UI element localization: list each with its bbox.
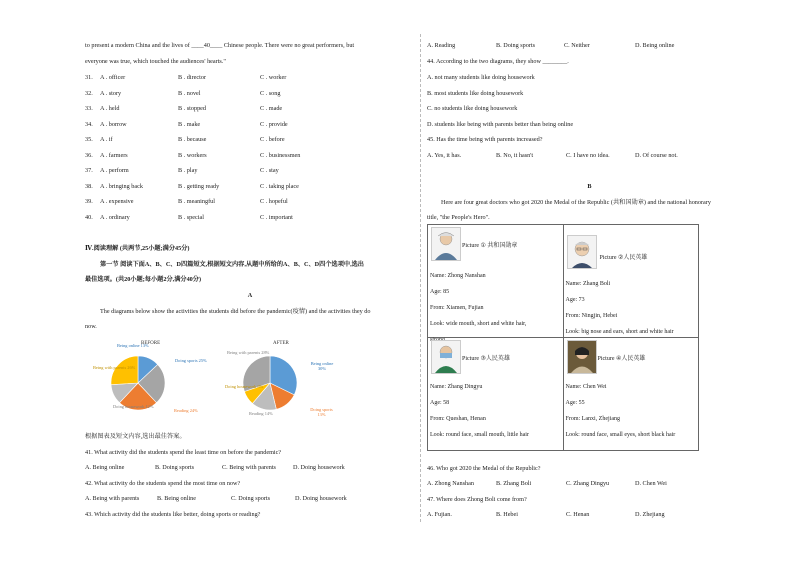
option[interactable]: C. Neither [564, 42, 590, 49]
option[interactable]: D. Doing housework [293, 464, 345, 471]
doctor-from: From: Ningjin, Hebei [565, 313, 618, 319]
pie-label: Reading 24% [174, 408, 198, 413]
passage-text: The diagrams below show the activities the students did before the pandemic(疫情) and the activities they do [100, 308, 371, 315]
doctor-from: From: Xiamen, Fujian [430, 305, 484, 311]
picture-caption: Picture ④人民英雄 [597, 356, 646, 362]
option[interactable]: B. Hebei [496, 511, 518, 518]
option[interactable]: B. No, it hasn't [496, 152, 534, 159]
part-instruction: 最佳选项。(共20小题;每小题2分,满分40分) [85, 276, 202, 283]
option[interactable]: C . worker [260, 74, 287, 81]
pie-label: Being online 30% [310, 361, 334, 371]
doctor-age: Age: 58 [430, 400, 450, 406]
instruction: 根据图表及短文内容,选出最佳答案。 [85, 433, 186, 440]
passage-heading: A [247, 292, 253, 299]
option[interactable]: C . provide [260, 120, 288, 128]
option[interactable]: B. most students like doing housework [427, 90, 524, 97]
picture-caption: Picture ① 共和国勋章 [462, 243, 518, 249]
passage-text: now. [85, 323, 97, 330]
doctor-name: Name: Chen Wei [565, 384, 607, 390]
option[interactable]: B . director [178, 74, 207, 81]
question-number: 38. [85, 182, 93, 190]
option[interactable]: A . held [100, 105, 120, 112]
option[interactable]: A. Yes, it has. [427, 152, 462, 159]
question: 41. What activity did the students spend the least time on before the pandemic? [85, 449, 282, 456]
option[interactable]: A . perform [100, 167, 129, 174]
option[interactable]: C. Henan [566, 511, 590, 518]
question-number: 36. [85, 151, 93, 159]
option[interactable]: A . officer [100, 74, 126, 81]
person-icon [568, 236, 596, 268]
picture-caption: Picture ③人民英雄 [462, 356, 510, 362]
option[interactable]: A . farmers [100, 151, 128, 159]
doctor-look: Look: round face, small mouth, little hair [430, 432, 529, 438]
option[interactable]: A . borrow [100, 120, 127, 128]
option[interactable]: B. Doing sports [155, 464, 195, 471]
option[interactable]: C. Zhang Dingyu [566, 480, 610, 487]
doctor-name: Name: Zhang Dingyu [430, 384, 483, 390]
passage-heading: B [587, 183, 592, 190]
picture-caption: Picture ②人民英雄 [599, 255, 648, 261]
option[interactable]: B . because [178, 136, 207, 143]
doctor-name: Name: Zhong Nanshan [430, 273, 486, 279]
option[interactable]: A. Being with parents [85, 495, 140, 502]
option[interactable]: B . getting ready [178, 182, 220, 190]
option[interactable]: D. Being online [635, 42, 675, 49]
doctor-card [428, 225, 564, 338]
option[interactable]: D. Of course not. [635, 152, 678, 159]
option[interactable]: B. Doing sports [496, 42, 536, 49]
option[interactable]: C . made [260, 105, 283, 112]
doctor-photo [431, 340, 461, 374]
doctors-table [427, 224, 699, 451]
pie-label: Doing sports 13% [310, 407, 333, 417]
pie-label: Reading 14% [249, 411, 273, 416]
doctor-age: Age: 73 [565, 297, 585, 303]
pie-title-before: BEFORE [141, 341, 161, 346]
doctor-look: Look: big nose and ears, short and white hair [565, 329, 674, 335]
option[interactable]: C. Doing sports [231, 495, 271, 502]
option[interactable]: B . make [178, 120, 201, 128]
option[interactable]: B . special [178, 213, 204, 221]
pie-title-after: AFTER [273, 341, 289, 346]
option[interactable]: A . bringing back [100, 182, 143, 190]
question-number: 33. [85, 105, 93, 112]
pie-label: Being online 13% [117, 343, 149, 348]
pie-label: Doing housework 12% [113, 404, 154, 409]
doctor-from: From: Queshan, Henan [430, 416, 486, 422]
doctor-name: Name: Zhang Boli [565, 281, 611, 287]
doctor-look: Look: wide mouth, short and white hair, [430, 321, 527, 327]
doctor-photo [567, 235, 597, 269]
question-number: 31. [85, 74, 93, 81]
option[interactable]: B. Being online [157, 495, 197, 502]
question-number: 34. [85, 120, 93, 128]
question: 42. What activity do the students spend the most time on now? [85, 480, 241, 487]
doctor-photo [431, 227, 461, 261]
option[interactable]: C . before [260, 136, 285, 143]
question: 46. Who got 2020 the Medal of the Republic? [427, 465, 541, 472]
option[interactable]: C . important [260, 213, 293, 221]
doctor-age: Age: 55 [565, 400, 585, 406]
option[interactable]: A . expensive [100, 198, 134, 205]
pie-label: Doing housework 8% [225, 384, 264, 389]
question: 43. Which activity did the students like better, doing sports or reading? [85, 511, 261, 518]
option[interactable]: B . play [178, 167, 198, 174]
option[interactable]: A . if [100, 136, 113, 143]
passage-text: everyone was true, which touched the audiences' hearts." [85, 58, 226, 65]
option[interactable]: C. I have no idea. [566, 152, 610, 159]
person-icon [432, 228, 460, 260]
passage-text: to present a modern China and the lives of ____40____ Chinese people. There were no great performers, but [85, 42, 355, 49]
option[interactable]: C . song [260, 89, 281, 97]
question-number: 32. [85, 89, 93, 97]
part-instruction: 第一节 阅读下面A、B、C、D四篇短文,根据短文内容,从题中所给的A、B、C、D四个选项中,选出 [100, 261, 364, 268]
person-icon [432, 341, 460, 373]
passage-text: Here are four great doctors who got 2020 the Medal of the Republic (共和国勋章) and the national honorary [441, 199, 711, 206]
option[interactable]: D. Doing housework [295, 495, 347, 502]
pie-label: Doing sports 25% [175, 358, 207, 363]
pie-label: Being with parents 28% [227, 350, 270, 355]
option[interactable]: A . ordinary [100, 213, 130, 221]
option[interactable]: B . novel [178, 89, 201, 97]
option[interactable]: A. Zhong Nanshan [427, 480, 474, 487]
option[interactable]: D. Zhejiang [635, 511, 665, 518]
question-number: 40. [85, 213, 93, 221]
option[interactable]: B . workers [178, 151, 207, 159]
option[interactable]: C. Being with parents [222, 464, 276, 471]
option[interactable]: A. Being online [85, 464, 125, 471]
option[interactable]: A. not many students like doing housework [427, 74, 535, 81]
question-number: 35. [85, 136, 93, 143]
option[interactable]: C . taking place [260, 182, 299, 190]
question: 47. Where does Zhong Boli come from? [427, 496, 527, 503]
doctor-card [563, 225, 699, 338]
question-number: 39. [85, 198, 93, 205]
doctor-photo [567, 340, 597, 374]
section-title: Ⅳ.阅读理解 (共两节,25小题;满分45分) [85, 245, 190, 252]
option[interactable]: B. Zhang Boli [496, 480, 532, 487]
option[interactable]: C. no students like doing housework [427, 105, 518, 112]
doctor-from: From: Lanxi, Zhejiang [565, 416, 620, 422]
passage-text: title, "the People's Hero". [427, 214, 490, 221]
pie-charts [85, 337, 335, 429]
option[interactable]: C . hopeful [260, 198, 288, 205]
pie-label: Being with parents 26% [93, 365, 136, 370]
doctor-look: Look: round face, small eyes, short black hair [565, 432, 676, 438]
question-number: 37. [85, 167, 93, 174]
option[interactable]: B . meaningful [178, 198, 215, 205]
option[interactable]: A. Fujian. [427, 511, 452, 518]
option[interactable]: D. students like being with parents better than being online [427, 121, 574, 128]
option[interactable]: C . stay [260, 167, 279, 174]
doctor-age: Age: 85 [430, 289, 450, 295]
option[interactable]: D. Chen Wei [635, 480, 667, 487]
doctor-card [563, 338, 699, 451]
column-divider [420, 34, 421, 522]
person-icon [568, 341, 596, 373]
doctor-card [428, 338, 564, 451]
option[interactable]: C . businessmen [260, 151, 301, 159]
pie-svg [85, 337, 335, 429]
question: 45. Has the time being with parents increased? [427, 136, 543, 143]
option[interactable]: A . story [100, 89, 122, 97]
option[interactable]: A. Reading [427, 42, 456, 49]
option[interactable]: B . stopped [178, 105, 207, 112]
question: 44. According to the two diagrams, they show ________. [427, 58, 569, 65]
